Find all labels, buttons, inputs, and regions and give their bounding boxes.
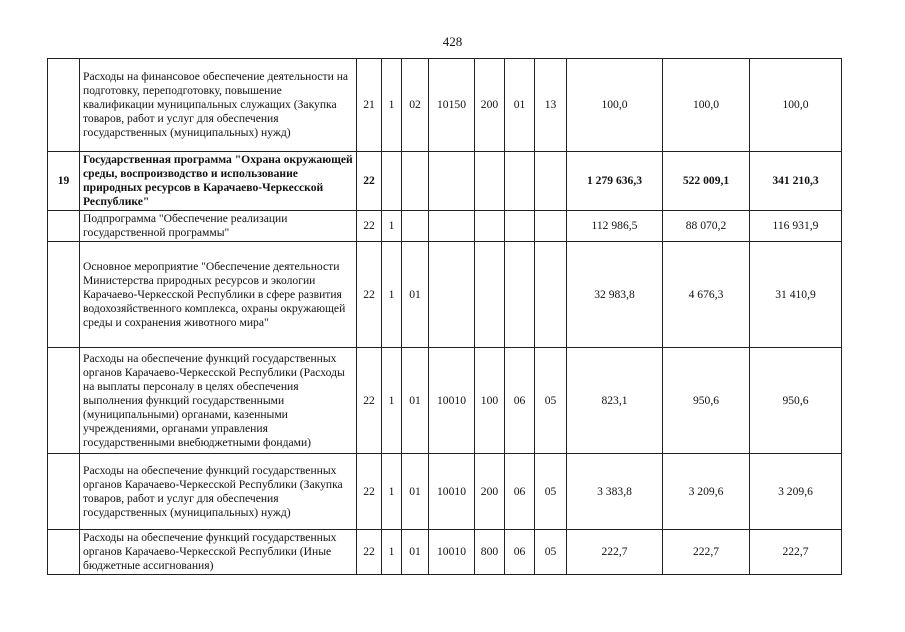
row-name: Расходы на финансовое обеспечение деятельности на подготовку, переподготовку, повышение квалификации муниципальных служащих (Закупка товаров, работ и услуг для обеспечения государственных (муниципальных) нужд) [80, 59, 357, 152]
amount-year-3: 116 931,9 [750, 211, 842, 242]
code-section: 06 [505, 348, 535, 454]
amount-year-1: 32 983,8 [567, 242, 663, 348]
code-subsection: 05 [535, 530, 567, 575]
amount-year-1: 112 986,5 [567, 211, 663, 242]
code-ministry: 22 [357, 152, 382, 211]
code-expense-type: 200 [475, 454, 505, 530]
code-subsection: 05 [535, 348, 567, 454]
code-section: 01 [505, 59, 535, 152]
code-direction: 10150 [429, 59, 475, 152]
code-ministry: 22 [357, 454, 382, 530]
code-direction: 10010 [429, 454, 475, 530]
code-section [505, 242, 535, 348]
code-subprogram: 1 [382, 530, 402, 575]
code-expense-type: 200 [475, 59, 505, 152]
row-name: Расходы на обеспечение функций государственных органов Карачаево-Черкесской Республики (Расходы на выплаты персоналу в целях обеспечения выполнения функций государственными (муниципальными) органами, казенными учреждениями, органами управления государственными внебюджетными фондами) [80, 348, 357, 454]
code-activity: 01 [402, 454, 429, 530]
table-row [48, 59, 842, 152]
code-section: 06 [505, 454, 535, 530]
code-subsection [535, 152, 567, 211]
code-subsection: 05 [535, 454, 567, 530]
amount-year-2: 88 070,2 [663, 211, 750, 242]
amount-year-2: 222,7 [663, 530, 750, 575]
page-number: 428 [442, 34, 463, 49]
code-direction [429, 211, 475, 242]
amount-year-1: 222,7 [567, 530, 663, 575]
code-subprogram: 1 [382, 454, 402, 530]
amount-year-1: 100,0 [567, 59, 663, 152]
code-expense-type: 800 [475, 530, 505, 575]
code-subprogram: 1 [382, 242, 402, 348]
amount-year-1: 823,1 [567, 348, 663, 454]
row-number [48, 59, 80, 152]
row-name: Расходы на обеспечение функций государственных органов Карачаево-Черкесской Республики (Закупка товаров, работ и услуг для обеспечения государственных (муниципальных) нужд) [80, 454, 357, 530]
code-section [505, 152, 535, 211]
code-subprogram: 1 [382, 211, 402, 242]
code-subsection [535, 211, 567, 242]
budget-table [47, 58, 842, 575]
row-name: Подпрограмма "Обеспечение реализации государственной программы" [80, 211, 357, 242]
code-section [505, 211, 535, 242]
table-row [48, 454, 842, 530]
code-activity [402, 152, 429, 211]
code-expense-type [475, 242, 505, 348]
table-row [48, 348, 842, 454]
code-expense-type [475, 211, 505, 242]
code-subsection [535, 242, 567, 348]
code-ministry: 22 [357, 530, 382, 575]
table-row [48, 211, 842, 242]
code-subprogram: 1 [382, 59, 402, 152]
table-row [48, 242, 842, 348]
code-activity: 01 [402, 242, 429, 348]
code-activity [402, 211, 429, 242]
amount-year-1: 3 383,8 [567, 454, 663, 530]
amount-year-3: 950,6 [750, 348, 842, 454]
code-ministry: 22 [357, 348, 382, 454]
code-ministry: 22 [357, 211, 382, 242]
code-direction [429, 242, 475, 348]
row-name: Расходы на обеспечение функций государственных органов Карачаево-Черкесской Республики (Иные бюджетные ассигнования) [80, 530, 357, 575]
row-number [48, 454, 80, 530]
amount-year-3: 100,0 [750, 59, 842, 152]
code-direction: 10010 [429, 348, 475, 454]
row-name: Основное мероприятие "Обеспечение деятельности Министерства природных ресурсов и экологии Карачаево-Черкесской Республики в сфере развития водохозяйственного комплекса, охраны окружающей среды и сохранения животного мира" [80, 242, 357, 348]
amount-year-2: 950,6 [663, 348, 750, 454]
code-direction [429, 152, 475, 211]
amount-year-3: 341 210,3 [750, 152, 842, 211]
code-subsection: 13 [535, 59, 567, 152]
amount-year-3: 3 209,6 [750, 454, 842, 530]
row-number [48, 242, 80, 348]
code-subprogram: 1 [382, 348, 402, 454]
amount-year-2: 100,0 [663, 59, 750, 152]
code-activity: 01 [402, 530, 429, 575]
amount-year-2: 3 209,6 [663, 454, 750, 530]
row-number [48, 530, 80, 575]
amount-year-3: 222,7 [750, 530, 842, 575]
row-number [48, 211, 80, 242]
amount-year-2: 522 009,1 [663, 152, 750, 211]
code-ministry: 22 [357, 242, 382, 348]
row-number [48, 348, 80, 454]
amount-year-3: 31 410,9 [750, 242, 842, 348]
row-number: 19 [48, 152, 80, 211]
code-direction: 10010 [429, 530, 475, 575]
amount-year-2: 4 676,3 [663, 242, 750, 348]
code-activity: 02 [402, 59, 429, 152]
code-subprogram [382, 152, 402, 211]
code-section: 06 [505, 530, 535, 575]
row-name: Государственная программа "Охрана окружающей среды, воспроизводство и использование природных ресурсов в Карачаево-Черкесской Республике" [80, 152, 357, 211]
code-activity: 01 [402, 348, 429, 454]
code-ministry: 21 [357, 59, 382, 152]
code-expense-type [475, 152, 505, 211]
code-expense-type: 100 [475, 348, 505, 454]
table-row [48, 530, 842, 575]
amount-year-1: 1 279 636,3 [567, 152, 663, 211]
table-row [48, 152, 842, 211]
